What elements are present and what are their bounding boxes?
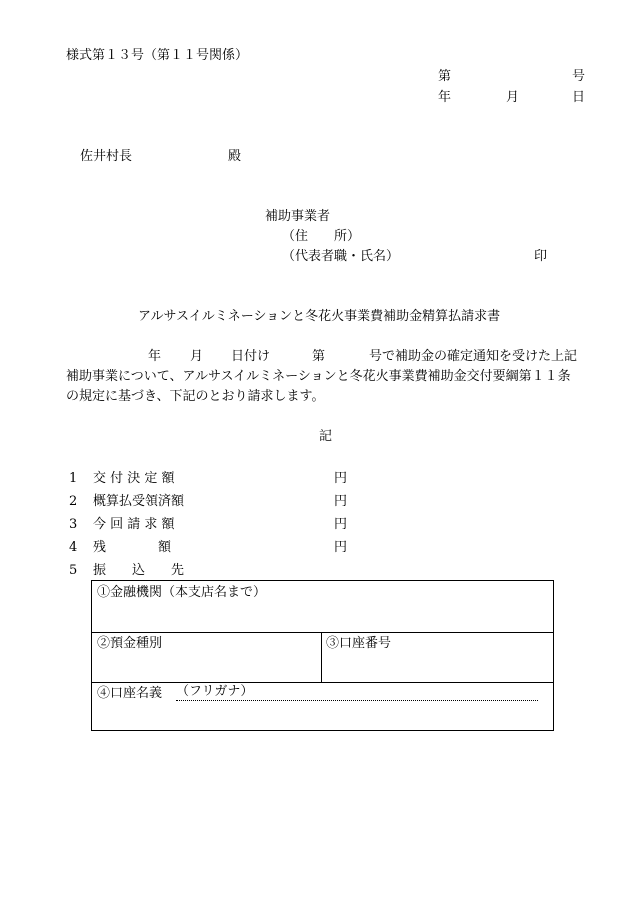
item-label: 交 付 決 定 額 (93, 471, 175, 486)
item-no: 1 (69, 471, 78, 486)
body-date-day: 日付け (231, 349, 271, 364)
seal-mark: 印 (534, 249, 548, 264)
bank-transfer-table (91, 580, 554, 731)
applicant-label: 補助事業者 (265, 209, 331, 224)
item-label: 概算払受領済額 (93, 494, 185, 509)
furigana-label: （フリガナ） (176, 684, 254, 699)
table-divider (321, 632, 322, 682)
ki-heading: 記 (319, 429, 333, 444)
item-no: 2 (69, 494, 78, 509)
applicant-address: （住 所） (282, 229, 361, 244)
date-month: 月 (506, 90, 520, 105)
body-line2: 補助事業について、アルサスイルミネーションと冬花火事業費補助金交付要綱第１１条 (66, 369, 571, 384)
furigana-line (176, 700, 538, 701)
table-divider (92, 682, 553, 683)
body-date-year: 年 (148, 349, 162, 364)
addressee-honorific: 殿 (228, 149, 242, 164)
item-label: 残 額 (93, 540, 172, 555)
item-unit: 円 (334, 540, 348, 555)
item-unit: 円 (334, 494, 348, 509)
table-divider (92, 632, 553, 633)
body-dai: 第 (312, 349, 326, 364)
deposit-type-field[interactable]: ②預金種別 (97, 636, 163, 651)
item-label: 今 回 請 求 額 (93, 517, 175, 532)
item-no: 3 (69, 517, 78, 532)
item-no: 5 (69, 563, 78, 578)
body-line1-rest: 号で補助金の確定通知を受けた上記 (369, 349, 578, 364)
institution-field[interactable]: ①金融機関（本支店名まで） (97, 585, 267, 600)
account-number-field[interactable]: ③口座番号 (326, 636, 392, 651)
number-dai: 第 (438, 69, 452, 84)
addressee-name: 佐井村長 (80, 149, 133, 164)
form-number: 様式第１３号（第１１号関係） (66, 48, 249, 63)
body-date-month: 月 (190, 349, 204, 364)
number-go: 号 (572, 69, 586, 84)
item-no: 4 (69, 540, 78, 555)
applicant-representative: （代表者職・氏名） (282, 249, 400, 264)
body-line3: の規定に基づき、下記のとおり請求します。 (66, 389, 325, 404)
document-title: アルサスイルミネーションと冬花火事業費補助金精算払請求書 (138, 309, 501, 324)
date-year: 年 (438, 90, 452, 105)
item-unit: 円 (334, 471, 348, 486)
account-name-field[interactable]: ④口座名義 (97, 686, 163, 701)
item-label: 振 込 先 (93, 563, 185, 578)
item-unit: 円 (334, 517, 348, 532)
date-day: 日 (572, 90, 586, 105)
